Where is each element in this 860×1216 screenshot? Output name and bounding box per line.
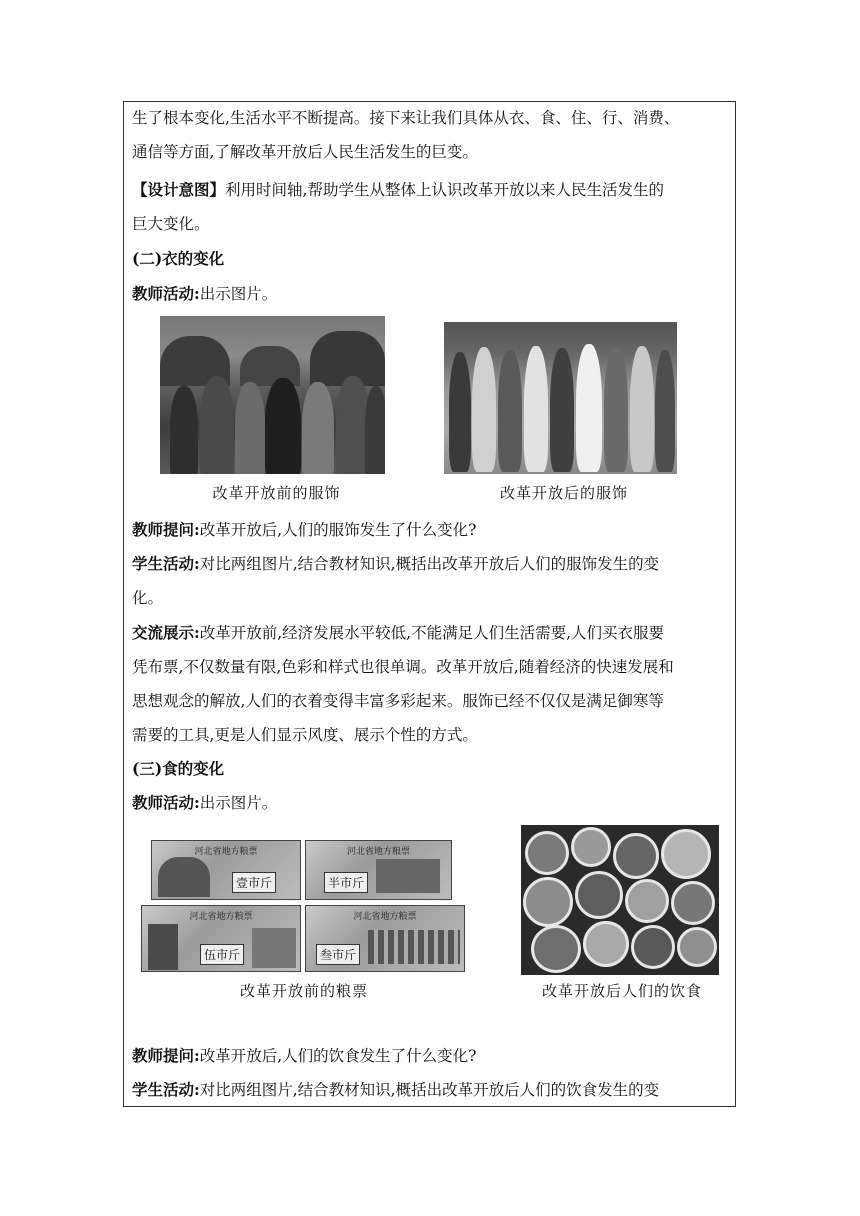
coupon-header: 河北省地方粮票 <box>346 847 410 857</box>
paragraph-line: 生了根本变化,生活水平不断提高。接下来让我们具体从衣、食、住、行、消费、 <box>132 109 680 127</box>
design-intent-label: 【设计意图】 <box>132 180 226 199</box>
paragraph-line: 凭布票,不仅数量有限,色彩和样式也很单调。改革开放后,随着经济的快速发展和 <box>132 658 674 676</box>
student-activity-text: 对比两组图片,结合教材知识,概括出改革开放后人们的服饰发生的变 <box>199 555 660 573</box>
teacher-question-text: 改革开放后,人们的服饰发生了什么变化? <box>199 521 477 539</box>
teacher-question-food <box>132 1046 732 1066</box>
teacher-question-clothes <box>132 520 732 540</box>
paragraph-line: 思想观念的解放,人们的衣着变得丰富多彩起来。服饰已经不仅仅是满足御寒等 <box>132 692 664 710</box>
coupon-amount: 半市斤 <box>324 872 368 893</box>
section-heading-food: (三)食的变化 <box>132 759 225 778</box>
teacher-activity <box>132 284 732 304</box>
caption-clothes-before: 改革开放前的服饰 <box>212 484 341 502</box>
exchange-display <box>132 623 732 643</box>
teacher-question-label: 教师提问: <box>132 520 200 539</box>
teacher-activity-text: 出示图片。 <box>199 794 278 812</box>
coupon-half-jin <box>305 840 452 900</box>
caption-coupons-before: 改革开放前的粮票 <box>239 982 368 1000</box>
teacher-activity-label: 教师活动: <box>132 793 200 812</box>
content-table-cell <box>123 101 736 1107</box>
clothes-before-photo <box>160 316 385 474</box>
coupon-illustration <box>376 859 440 893</box>
coupon-one-jin <box>151 840 301 900</box>
coupon-five-jin <box>141 905 301 972</box>
paragraph-line: 巨大变化。 <box>132 215 210 233</box>
coupon-header: 河北省地方粮票 <box>194 847 258 857</box>
teacher-question-label: 教师提问: <box>132 1046 200 1065</box>
coupon-header: 河北省地方粮票 <box>353 912 417 922</box>
teacher-activity-text: 出示图片。 <box>199 285 278 303</box>
paragraph-line: 通信等方面,了解改革开放后人民生活发生的巨变。 <box>132 143 478 161</box>
food-photo <box>521 825 719 975</box>
coupon-amount: 叁市斤 <box>316 944 360 965</box>
clothes-after-photo <box>444 322 677 474</box>
coupon-illustration <box>252 928 296 968</box>
caption-food-after: 改革开放后人们的饮食 <box>541 982 702 1000</box>
student-activity-label: 学生活动: <box>132 554 200 573</box>
exchange-label: 交流展示: <box>132 623 200 642</box>
section-heading-clothes: (二)衣的变化 <box>132 249 225 268</box>
coupon-three-jin <box>305 905 465 972</box>
coupon-amount: 壹市斤 <box>232 872 276 893</box>
student-activity-label: 学生活动: <box>132 1080 200 1099</box>
exchange-text: 改革开放前,经济发展水平较低,不能满足人们生活需要,人们买衣服要 <box>199 624 665 642</box>
design-intent-paragraph <box>132 180 732 200</box>
student-activity-text: 对比两组图片,结合教材知识,概括出改革开放后人们的饮食发生的变 <box>199 1081 660 1099</box>
coupon-header: 河北省地方粮票 <box>189 912 253 922</box>
caption-clothes-after: 改革开放后的服饰 <box>499 484 628 502</box>
student-activity-clothes <box>132 554 732 574</box>
teacher-activity-label: 教师活动: <box>132 284 200 303</box>
student-activity-food <box>132 1080 732 1100</box>
teacher-activity <box>132 793 732 813</box>
paragraph-line: 需要的工具,更是人们显示风度、展示个性的方式。 <box>132 726 478 744</box>
teacher-question-text: 改革开放后,人们的饮食发生了什么变化? <box>199 1047 477 1065</box>
design-intent-text: 利用时间轴,帮助学生从整体上认识改革开放以来人民生活发生的 <box>225 181 664 199</box>
coupon-illustration <box>158 857 210 897</box>
coupon-illustration <box>148 924 178 970</box>
coupon-amount: 伍市斤 <box>200 944 244 965</box>
paragraph-line: 化。 <box>132 589 164 607</box>
coupon-illustration <box>368 930 460 964</box>
